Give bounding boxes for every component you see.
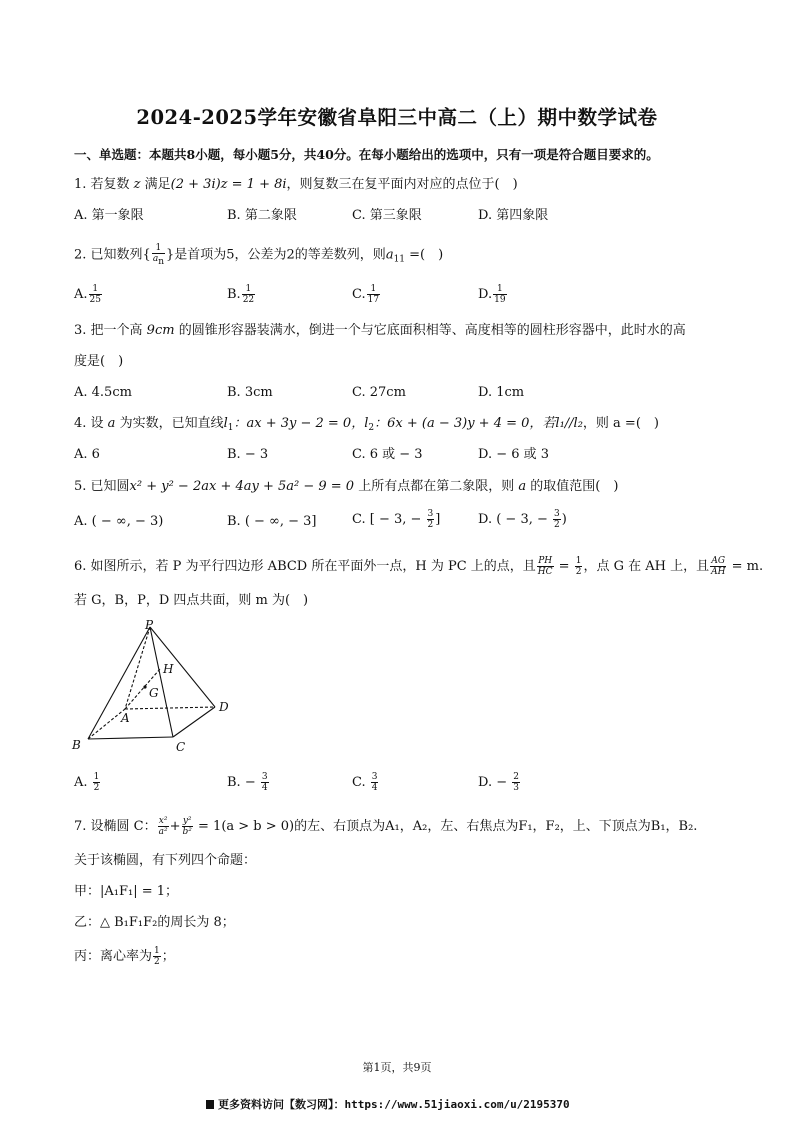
q3-option-a: A. 4.5cm — [74, 385, 132, 400]
edge-pc — [150, 627, 173, 737]
question-2: 2. 已知数列{ $\frac{1}{an}$ }是首项为5，公差为2的等差数列，则$a_{11}$ =( ) — [74, 243, 444, 267]
label-h: H — [163, 662, 174, 676]
label-b: B — [72, 738, 81, 752]
question-6-line-2: 若 G，B，P，D 四点共面，则 m 为( ) — [74, 593, 309, 608]
label-g: G — [149, 686, 159, 700]
label-a: A — [121, 711, 130, 725]
question-1: 1. 若复数 z 满足(2 + 3i)z = 1 + 8i，则复数三在复平面内对应的点位于( ) — [74, 177, 518, 192]
label-d: D — [219, 700, 229, 714]
q1-option-c: C. 第三象限 — [352, 208, 422, 223]
question-7-line-2: 关于该椭圆，有下列四个命题： — [74, 853, 257, 868]
q5-option-b: B. ( − ∞, − 3] — [227, 514, 317, 529]
edge-pa — [125, 627, 150, 709]
question-7-statement-2: 乙：△ B₁F₁F₂的周长为 8； — [74, 915, 235, 930]
q4-option-d: D. − 6 或 3 — [478, 447, 550, 462]
q2-option-b: B. $\frac{1}{22}$ — [227, 284, 255, 305]
q6-option-d: D. − $\frac{2}{3}$ — [478, 772, 519, 793]
q1-option-a: A. 第一象限 — [74, 208, 144, 223]
edge-cd — [173, 707, 215, 737]
question-6-line-1: 6. 如图所示，若 P 为平行四边形 ABCD 所在平面外一点，H 为 PC 上的点，且 $\frac{PH}{HC}$ = $\frac{1}{2}$ ，点 G 在 AH 上，且 $\frac{AG}{AH}$ = m. — [74, 556, 764, 577]
question-7-line-1: 7. 设椭圆 C： $\frac{\text{x²}}{\text{a²}}$ + $\frac{\text{y²}}{\text{b²}}$ = 1(a > b > 0)的左、右顶点为A₁，A₂，左、右焦点为F₁，F₂，上、下顶点为B₁，B₂. — [74, 816, 698, 837]
question-3-line-1: 3. 把一个高 9cm 的圆锥形容器装满水，倒进一个与它底面积相等、高度相等的圆柱形容器中，此时水的高 — [74, 323, 686, 338]
page-footer: 第1页，共9页 — [362, 1061, 432, 1074]
q2-option-d: D. $\frac{1}{19}$ — [478, 284, 506, 305]
edge-pd — [150, 627, 215, 707]
flag-icon — [206, 1100, 214, 1109]
q3-option-c: C. 27cm — [352, 385, 406, 400]
q5-option-c: C. [ − 3, − $\frac{3}{2}$ ] — [352, 509, 441, 530]
point-g — [143, 685, 146, 688]
q1-option-b: B. 第二象限 — [227, 208, 297, 223]
q6-option-b: B. − $\frac{3}{4}$ — [227, 772, 268, 793]
question-7-statement-3: 丙：离心率为 $\frac{1}{2}$ ； — [74, 946, 175, 967]
edge-pb — [88, 627, 150, 739]
pyramid-figure — [70, 617, 240, 757]
q6-option-c: C. $\frac{3}{4}$ — [352, 772, 378, 793]
edge-ba — [88, 709, 125, 739]
section-heading: 一、单选题：本题共8小题，每小题5分，共40分。在每小题给出的选项中，只有一项是符合题目要求的。 — [74, 147, 659, 162]
edge-bc — [88, 737, 173, 739]
q1-option-d: D. 第四象限 — [478, 208, 549, 223]
label-p: P — [145, 618, 154, 632]
question-7-statement-1: 甲：|A₁F₁| = 1； — [74, 884, 179, 899]
q3-option-d: D. 1cm — [478, 385, 525, 400]
q4-option-a: A. 6 — [74, 447, 100, 462]
q3-option-b: B. 3cm — [227, 385, 273, 400]
label-c: C — [176, 740, 186, 754]
edge-ad — [125, 707, 215, 709]
q2-option-a: A. $\frac{1}{25}$ — [74, 284, 101, 305]
q4-option-c: C. 6 或 − 3 — [352, 447, 423, 462]
question-5: 5. 已知圆x² + y² − 2ax + 4ay + 5a² − 9 = 0 上所有点都在第二象限，则 a 的取值范围( ) — [74, 479, 619, 494]
q5-option-d: D. ( − 3, − $\frac{3}{2}$ ) — [478, 509, 567, 530]
question-4: 4. 设 a 为实数，已知直线$l_1$：ax + 3y − 2 = 0，$l_2$：6x + (a − 3)y + 4 = 0，若l₁//l₂，则 a =( ) — [74, 416, 659, 433]
question-3-line-2: 度是( ) — [74, 354, 124, 369]
fraction: $\frac{1}{an}$ — [152, 243, 164, 267]
page-title: 2024-2025学年安徽省阜阳三中高二（上）期中数学试卷 — [136, 106, 658, 129]
q5-option-a: A. ( − ∞, − 3) — [74, 514, 164, 529]
promo-banner[interactable]: 更多资料访问【数习网】：https://www.51jiaoxi.com/u/2195370 — [206, 1096, 570, 1112]
q6-option-a: A. $\frac{1}{2}$ — [74, 772, 100, 793]
q4-option-b: B. − 3 — [227, 447, 269, 462]
q2-option-c: C. $\frac{1}{17}$ — [352, 284, 380, 305]
